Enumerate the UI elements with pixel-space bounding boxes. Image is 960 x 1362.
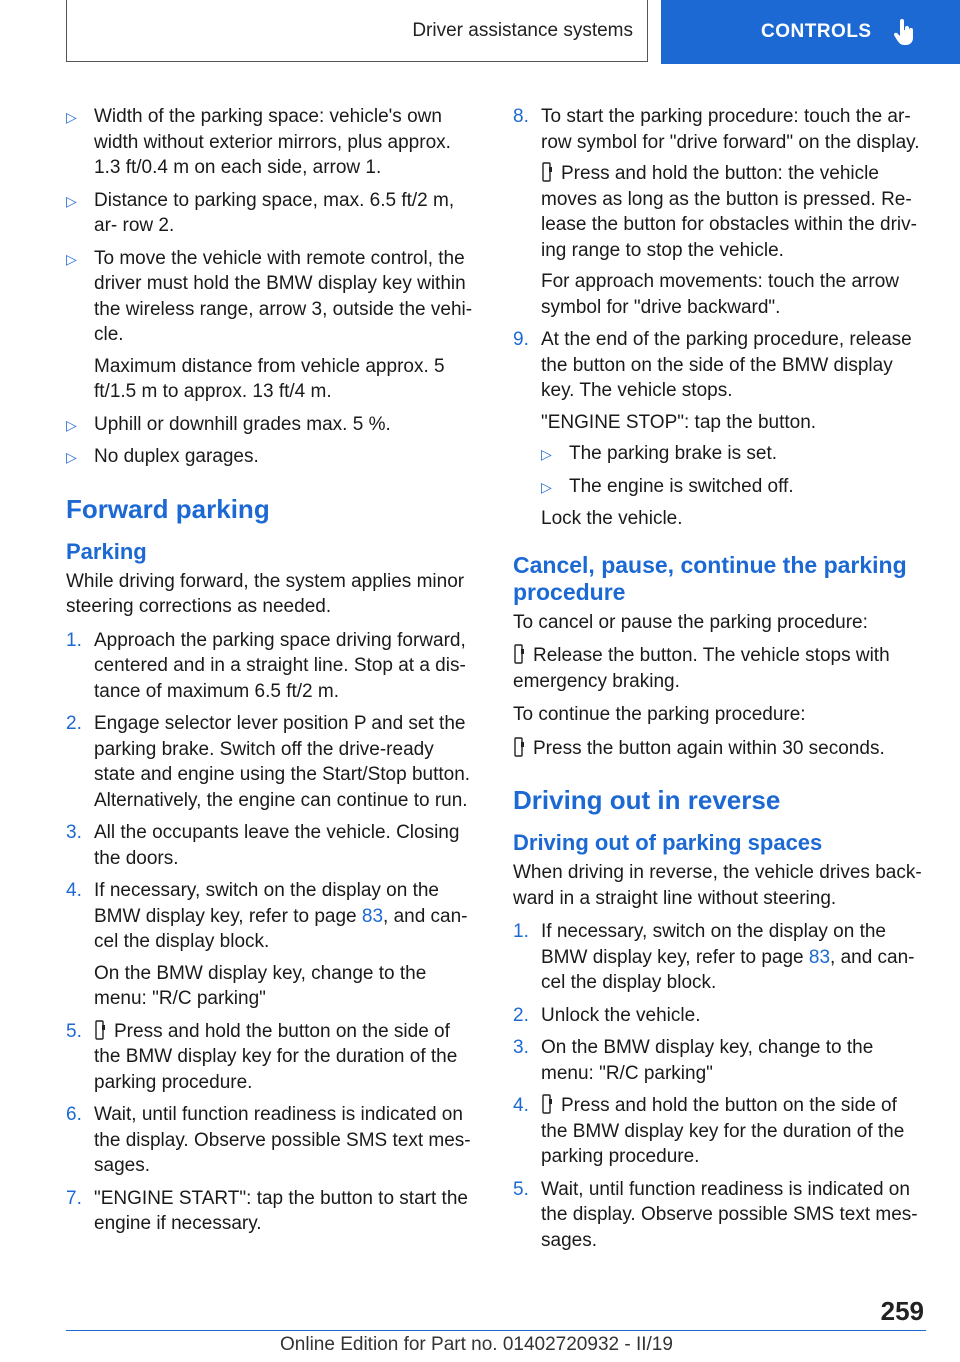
- step-item: 6. Wait, until function readiness is indicated on the display. Observe possible SMS text mes- sages.: [66, 1104, 471, 1176]
- hand-pointer-icon: [894, 19, 916, 45]
- step-note: Press and hold the button: the vehicle moves as long as the button is pressed. Re- lease the button for obstacles within the driv- ing range to stop the vehicle.: [541, 163, 917, 261]
- bullet-triangle-icon: ▷: [66, 449, 77, 465]
- footer-edition: Online Edition for Part no. 01402720932 - II/19: [280, 1334, 673, 1355]
- bullet-triangle-icon: ▷: [66, 250, 77, 267]
- header-chapter-tab[interactable]: [661, 0, 960, 64]
- bullet-triangle-icon: ▷: [66, 416, 77, 433]
- key-button-icon: [513, 644, 525, 664]
- continue-text: Press the button again within 30 seconds.: [513, 736, 925, 762]
- heading-driving-out-spaces: Driving out of parking spaces: [513, 830, 823, 855]
- parking-intro: While driving forward, the system applies minor steering corrections as needed.: [66, 570, 465, 617]
- bullet-triangle-icon: ▷: [541, 478, 552, 495]
- step-item: 5. Press and hold the button on the side of the BMW display key for the duration of the parking procedure.: [66, 1020, 458, 1093]
- list-item: ▷ The parking brake is set.: [541, 441, 925, 467]
- bullet-triangle-icon: ▷: [541, 446, 552, 462]
- key-button-icon: [513, 737, 525, 757]
- list-item-note: Maximum distance from vehicle approx. 5 ft/1.5 m to approx. 13 ft/4 m.: [94, 355, 445, 402]
- step-item: 3. All the occupants leave the vehicle. Closing the doors.: [66, 822, 460, 869]
- step-item: 9. At the end of the parking procedure, release the button on the side of the BMW display key. The vehicle stops. "ENGINE STOP": tap the button. ▷ The parking brake is set. ▷ The engine is switched off. Lock the vehicle.: [513, 327, 925, 532]
- list-item: ▷ The engine is switched off.: [541, 474, 925, 500]
- header-section-title: [66, 0, 648, 62]
- chapter-title: CONTROLS: [761, 21, 872, 42]
- list-item: ▷ Width of the parking space: vehicle's own width without exterior mirrors, plus approx. 1.3 ft/0.4 m on each side, arrow 1.: [66, 106, 451, 178]
- step-note: For approach movements: touch the arrow symbol for "drive backward".: [541, 271, 900, 318]
- step-item: 3. On the BMW display key, change to the menu: "R/C parking": [513, 1037, 874, 1084]
- list-item: ▷ Distance to parking space, max. 6.5 ft/2 m, ar- row 2.: [66, 189, 455, 236]
- step-item: 7. "ENGINE START": tap the button to start the engine if necessary.: [66, 1187, 468, 1234]
- step-note: On the BMW display key, change to the menu: "R/C parking": [94, 962, 427, 1009]
- key-button-icon: [94, 1020, 106, 1040]
- list-item: ▷ No duplex garages.: [66, 444, 480, 470]
- page-link[interactable]: 83: [361, 905, 384, 927]
- step-item: 1. If necessary, switch on the display on the BMW display key, refer to page 83, and can- cel the display block.: [513, 921, 915, 993]
- list-item: ▷ To move the vehicle with remote control, the driver must hold the BMW display key within the wireless range, arrow 3, outside the vehi- cle. Maximum distance from vehicle approx. 5 ft/1.5 m to approx. 13 ft/4 m.: [66, 246, 480, 405]
- list-item: ▷ Uphill or downhill grades max. 5 %.: [66, 412, 480, 438]
- step-item: 4. Press and hold the button on the side of the BMW display key for the duration of the parking procedure.: [513, 1095, 905, 1167]
- section-title: Driver assistance systems: [412, 19, 633, 41]
- step-item: 5. Wait, until function readiness is indicated on the display. Observe possible SMS text mes- sages.: [513, 1178, 918, 1251]
- bullet-triangle-icon: ▷: [66, 109, 77, 125]
- key-button-icon: [541, 1094, 553, 1114]
- continue-intro: To continue the parking procedure:: [513, 704, 806, 725]
- step-note: Lock the vehicle.: [541, 508, 683, 529]
- key-button-icon: [541, 162, 553, 182]
- cancel-text: Release the button. The vehicle stops with emergency braking.: [513, 645, 890, 692]
- heading-forward-parking: Forward parking: [66, 493, 270, 524]
- step-item: 8. To start the parking procedure: touch the ar- row symbol for "drive forward" on the display. Press and hold the button: the vehicle moves as long as the button is pressed. Re- lease the button for obstacles within the driv- ing range to stop the vehicle. For approach movements: touch the arrow symbol for "drive backward".: [513, 104, 925, 320]
- heading-cancel: Cancel, pause, continue the parking procedure: [513, 551, 907, 605]
- step-item: 2. Unlock the vehicle.: [513, 1004, 701, 1026]
- page-link[interactable]: 83: [808, 946, 831, 968]
- heading-parking: Parking: [66, 538, 147, 564]
- step-item: 2. Engage selector lever position P and set the parking brake. Switch off the drive-ready state and engine using the Start/Stop button. Alternatively, the engine can continue to run.: [66, 713, 471, 811]
- right-column: [513, 104, 925, 1260]
- nested-list: [541, 441, 925, 499]
- bullet-triangle-icon: ▷: [66, 192, 77, 209]
- out-intro: When driving in reverse, the vehicle drives back- ward in a straight line without steering.: [513, 862, 922, 909]
- heading-driving-out-reverse: Driving out in reverse: [513, 785, 781, 815]
- left-column: [66, 104, 480, 1244]
- step-note: "ENGINE STOP": tap the button.: [541, 411, 817, 433]
- cancel-intro: To cancel or pause the parking procedure:: [513, 611, 868, 633]
- step-item: 1. Approach the parking space driving forward, centered and in a straight line. Stop at a dis- tance of maximum 6.5 ft/2 m.: [66, 629, 466, 702]
- step-item: 4. If necessary, switch on the display on the BMW display key, refer to page 83, and can- cel the display block. On the BMW display key, change to the menu: "R/C parking": [66, 878, 480, 1012]
- page-number: 259: [880, 1296, 924, 1326]
- footer-divider: [66, 1330, 926, 1331]
